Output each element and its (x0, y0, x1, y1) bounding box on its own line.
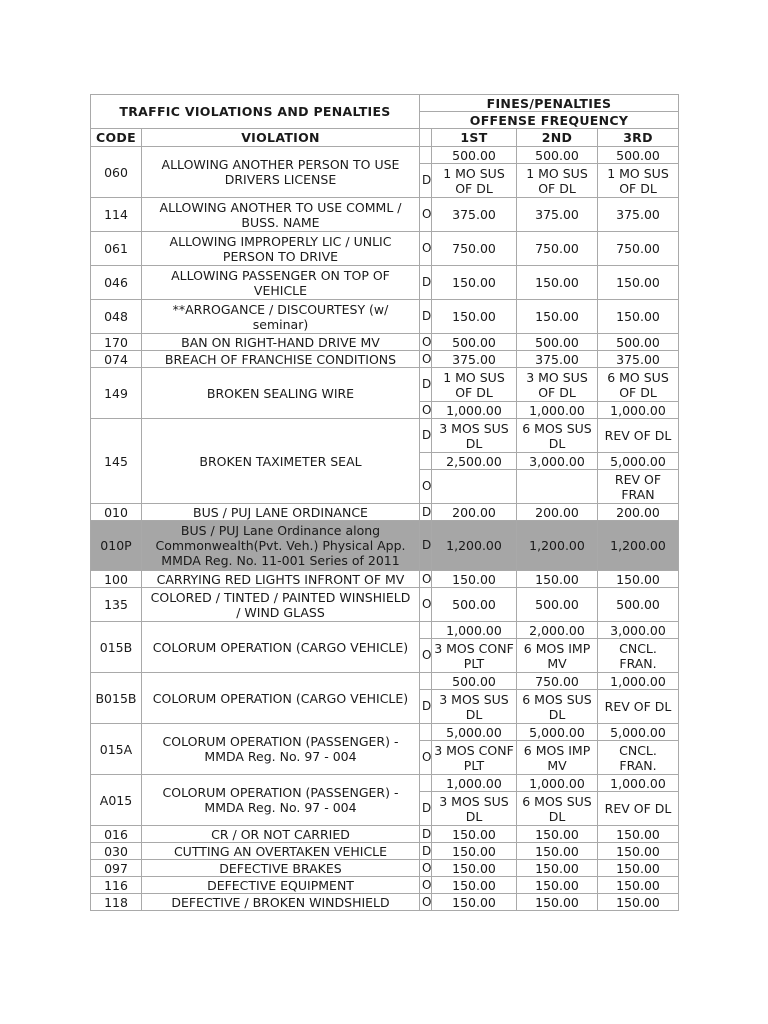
offense-type-code: O (420, 232, 432, 266)
third-offense-penalty: 750.00 (598, 232, 679, 266)
second-offense-penalty: 1 MO SUS OF DL (517, 164, 598, 198)
first-offense-penalty: 500.00 (432, 588, 517, 622)
offense-type-code: O (420, 639, 432, 673)
offense-type-code: O (420, 334, 432, 351)
first-offense-penalty: 750.00 (432, 232, 517, 266)
offense-type-code: D (420, 843, 432, 860)
third-offense-penalty: REV OF DL (598, 690, 679, 724)
first-offense-penalty: 3 MOS SUS DL (432, 792, 517, 826)
third-offense-penalty: 1,000.00 (598, 402, 679, 419)
first-offense-penalty: 150.00 (432, 843, 517, 860)
first-offense-penalty: 150.00 (432, 894, 517, 911)
offense-type-code: O (420, 741, 432, 775)
second-offense-penalty: 200.00 (517, 504, 598, 521)
third-offense-penalty: 375.00 (598, 351, 679, 368)
first-offense-penalty: 1,200.00 (432, 521, 517, 571)
violation-description: **ARROGANCE / DISCOURTESY (w/ seminar) (142, 300, 420, 334)
third-offense-penalty: 150.00 (598, 571, 679, 588)
second-offense-penalty: 150.00 (517, 843, 598, 860)
third-offense-penalty: 150.00 (598, 877, 679, 894)
violation-code: 074 (90, 351, 142, 368)
violation-column-header: VIOLATION (142, 129, 420, 147)
violation-code: 015B (90, 622, 142, 673)
violation-description: ALLOWING IMPROPERLY LIC / UNLIC PERSON TO DRIVE (142, 232, 420, 266)
first-offense-penalty: 500.00 (432, 147, 517, 164)
offense-type-code: D (420, 690, 432, 724)
code-column-header: CODE (90, 129, 142, 147)
traffic-violations-table (90, 94, 679, 912)
violation-description: DEFECTIVE / BROKEN WINDSHIELD (142, 894, 420, 911)
violation-description: CARRYING RED LIGHTS INFRONT OF MV (142, 571, 420, 588)
violation-description: BUS / PUJ Lane Ordinance along Commonwealth(Pvt. Veh.) Physical App. MMDA Reg. No. 11-001 Series of 2011 (142, 521, 420, 571)
offense-type-code: O (420, 877, 432, 894)
first-offense-penalty (432, 470, 517, 504)
violation-code: 015A (90, 724, 142, 775)
third-offense-penalty: 5,000.00 (598, 453, 679, 470)
third-offense-penalty: 500.00 (598, 588, 679, 622)
violation-code: 114 (90, 198, 142, 232)
second-offense-penalty: 375.00 (517, 198, 598, 232)
first-offense-penalty: 150.00 (432, 877, 517, 894)
violation-description: ALLOWING ANOTHER TO USE COMML / BUSS. NAME (142, 198, 420, 232)
violation-description: COLORUM OPERATION (PASSENGER) - MMDA Reg. No. 97 - 004 (142, 724, 420, 775)
offense-type-code: O (420, 198, 432, 232)
violation-description: BAN ON RIGHT-HAND DRIVE MV (142, 334, 420, 351)
third-offense-penalty: 150.00 (598, 300, 679, 334)
violation-code: 097 (90, 860, 142, 877)
type-column-header (420, 129, 432, 147)
violation-code: 046 (90, 266, 142, 300)
offense-type-code: O (420, 402, 432, 419)
violation-code: 135 (90, 588, 142, 622)
violation-code: 010 (90, 504, 142, 521)
first-offense-penalty: 3 MOS CONF PLT (432, 639, 517, 673)
violation-code: 048 (90, 300, 142, 334)
third-offense-penalty: REV OF DL (598, 419, 679, 453)
second-offense-penalty: 6 MOS IMP MV (517, 741, 598, 775)
third-offense-penalty: 200.00 (598, 504, 679, 521)
offense-frequency-header: OFFENSE FREQUENCY (420, 112, 679, 129)
third-offense-penalty: 150.00 (598, 266, 679, 300)
second-offense-penalty: 6 MOS SUS DL (517, 792, 598, 826)
third-offense-penalty: 150.00 (598, 894, 679, 911)
first-offense-penalty: 1 MO SUS OF DL (432, 368, 517, 402)
offense-type-code: D (420, 504, 432, 521)
violation-description: CR / OR NOT CARRIED (142, 826, 420, 843)
offense-type-code: D (420, 792, 432, 826)
violation-description: COLORUM OPERATION (PASSENGER) - MMDA Reg. No. 97 - 004 (142, 775, 420, 826)
offense-type-code: D (420, 300, 432, 334)
third-offense-penalty: 150.00 (598, 826, 679, 843)
first-offense-penalty: 200.00 (432, 504, 517, 521)
second-offense-penalty: 150.00 (517, 860, 598, 877)
offense-type-code: O (420, 588, 432, 622)
second-offense-penalty: 500.00 (517, 147, 598, 164)
third-offense-penalty: 1,000.00 (598, 775, 679, 792)
second-offense-penalty (517, 470, 598, 504)
offense-type-code: D (420, 521, 432, 571)
first-offense-penalty: 3 MOS SUS DL (432, 690, 517, 724)
third-offense-penalty: REV OF DL (598, 792, 679, 826)
violation-description: CUTTING AN OVERTAKEN VEHICLE (142, 843, 420, 860)
violation-code: 010P (90, 521, 142, 571)
offense-type-code: D (420, 164, 432, 198)
second-offense-penalty: 2,000.00 (517, 622, 598, 639)
violation-description: COLORED / TINTED / PAINTED WINSHIELD / WIND GLASS (142, 588, 420, 622)
violation-description: BREACH OF FRANCHISE CONDITIONS (142, 351, 420, 368)
second-offense-penalty: 150.00 (517, 571, 598, 588)
second-offense-penalty: 500.00 (517, 588, 598, 622)
offense-type-code: D (420, 266, 432, 300)
first-offense-penalty: 150.00 (432, 266, 517, 300)
violation-code: 145 (90, 419, 142, 504)
first-offense-penalty: 150.00 (432, 826, 517, 843)
offense-type-code (420, 775, 432, 792)
second-offense-penalty: 150.00 (517, 894, 598, 911)
offense-type-code: O (420, 470, 432, 504)
second-offense-penalty: 1,000.00 (517, 775, 598, 792)
offense-type-code: O (420, 860, 432, 877)
third-offense-penalty: 500.00 (598, 147, 679, 164)
fines-penalties-header: FINES/PENALTIES (420, 94, 679, 112)
violation-description: COLORUM OPERATION (CARGO VEHICLE) (142, 673, 420, 724)
violation-description: BROKEN SEALING WIRE (142, 368, 420, 419)
violation-code: B015B (90, 673, 142, 724)
first-offense-penalty: 5,000.00 (432, 724, 517, 741)
third-offense-penalty: 500.00 (598, 334, 679, 351)
second-offense-penalty: 1,000.00 (517, 402, 598, 419)
third-offense-penalty: 375.00 (598, 198, 679, 232)
second-offense-penalty: 5,000.00 (517, 724, 598, 741)
offense-type-code: D (420, 419, 432, 453)
third-offense-penalty: REV OF FRAN (598, 470, 679, 504)
second-offense-penalty: 6 MOS IMP MV (517, 639, 598, 673)
first-offense-penalty: 375.00 (432, 351, 517, 368)
second-offense-penalty: 3 MO SUS OF DL (517, 368, 598, 402)
third-offense-penalty: 5,000.00 (598, 724, 679, 741)
offense-type-code (420, 147, 432, 164)
first-offense-penalty: 1,000.00 (432, 622, 517, 639)
third-offense-penalty: 1 MO SUS OF DL (598, 164, 679, 198)
violation-code: 118 (90, 894, 142, 911)
third-offense-header: 3RD (598, 129, 679, 147)
offense-type-code (420, 673, 432, 690)
second-offense-header: 2ND (517, 129, 598, 147)
third-offense-penalty: CNCL. FRAN. (598, 741, 679, 775)
first-offense-penalty: 375.00 (432, 198, 517, 232)
violation-description: ALLOWING ANOTHER PERSON TO USE DRIVERS LICENSE (142, 147, 420, 198)
offense-type-code: D (420, 368, 432, 402)
third-offense-penalty: 1,000.00 (598, 673, 679, 690)
violation-code: 100 (90, 571, 142, 588)
first-offense-penalty: 150.00 (432, 300, 517, 334)
second-offense-penalty: 150.00 (517, 877, 598, 894)
table-title: TRAFFIC VIOLATIONS AND PENALTIES (90, 94, 420, 129)
third-offense-penalty: CNCL. FRAN. (598, 639, 679, 673)
violation-description: COLORUM OPERATION (CARGO VEHICLE) (142, 622, 420, 673)
second-offense-penalty: 750.00 (517, 232, 598, 266)
violation-code: 116 (90, 877, 142, 894)
second-offense-penalty: 375.00 (517, 351, 598, 368)
offense-type-code (420, 622, 432, 639)
first-offense-penalty: 150.00 (432, 571, 517, 588)
second-offense-penalty: 150.00 (517, 266, 598, 300)
second-offense-penalty: 500.00 (517, 334, 598, 351)
second-offense-penalty: 6 MOS SUS DL (517, 419, 598, 453)
third-offense-penalty: 150.00 (598, 843, 679, 860)
first-offense-penalty: 1,000.00 (432, 775, 517, 792)
second-offense-penalty: 3,000.00 (517, 453, 598, 470)
offense-type-code: D (420, 826, 432, 843)
violation-code: 061 (90, 232, 142, 266)
first-offense-header: 1ST (432, 129, 517, 147)
violation-code: 016 (90, 826, 142, 843)
first-offense-penalty: 1 MO SUS OF DL (432, 164, 517, 198)
offense-type-code: O (420, 351, 432, 368)
third-offense-penalty: 1,200.00 (598, 521, 679, 571)
violation-description: BROKEN TAXIMETER SEAL (142, 419, 420, 504)
violation-description: ALLOWING PASSENGER ON TOP OF VEHICLE (142, 266, 420, 300)
second-offense-penalty: 1,200.00 (517, 521, 598, 571)
first-offense-penalty: 500.00 (432, 673, 517, 690)
violation-description: BUS / PUJ LANE ORDINANCE (142, 504, 420, 521)
first-offense-penalty: 2,500.00 (432, 453, 517, 470)
third-offense-penalty: 6 MO SUS OF DL (598, 368, 679, 402)
violation-code: 170 (90, 334, 142, 351)
second-offense-penalty: 150.00 (517, 826, 598, 843)
violation-description: DEFECTIVE BRAKES (142, 860, 420, 877)
violation-description: DEFECTIVE EQUIPMENT (142, 877, 420, 894)
violation-code: A015 (90, 775, 142, 826)
third-offense-penalty: 3,000.00 (598, 622, 679, 639)
offense-type-code (420, 453, 432, 470)
second-offense-penalty: 6 MOS SUS DL (517, 690, 598, 724)
first-offense-penalty: 3 MOS CONF PLT (432, 741, 517, 775)
violation-code: 060 (90, 147, 142, 198)
first-offense-penalty: 150.00 (432, 860, 517, 877)
third-offense-penalty: 150.00 (598, 860, 679, 877)
first-offense-penalty: 500.00 (432, 334, 517, 351)
first-offense-penalty: 3 MOS SUS DL (432, 419, 517, 453)
second-offense-penalty: 750.00 (517, 673, 598, 690)
first-offense-penalty: 1,000.00 (432, 402, 517, 419)
violation-code: 030 (90, 843, 142, 860)
offense-type-code: O (420, 894, 432, 911)
second-offense-penalty: 150.00 (517, 300, 598, 334)
offense-type-code (420, 724, 432, 741)
offense-type-code: O (420, 571, 432, 588)
violation-code: 149 (90, 368, 142, 419)
